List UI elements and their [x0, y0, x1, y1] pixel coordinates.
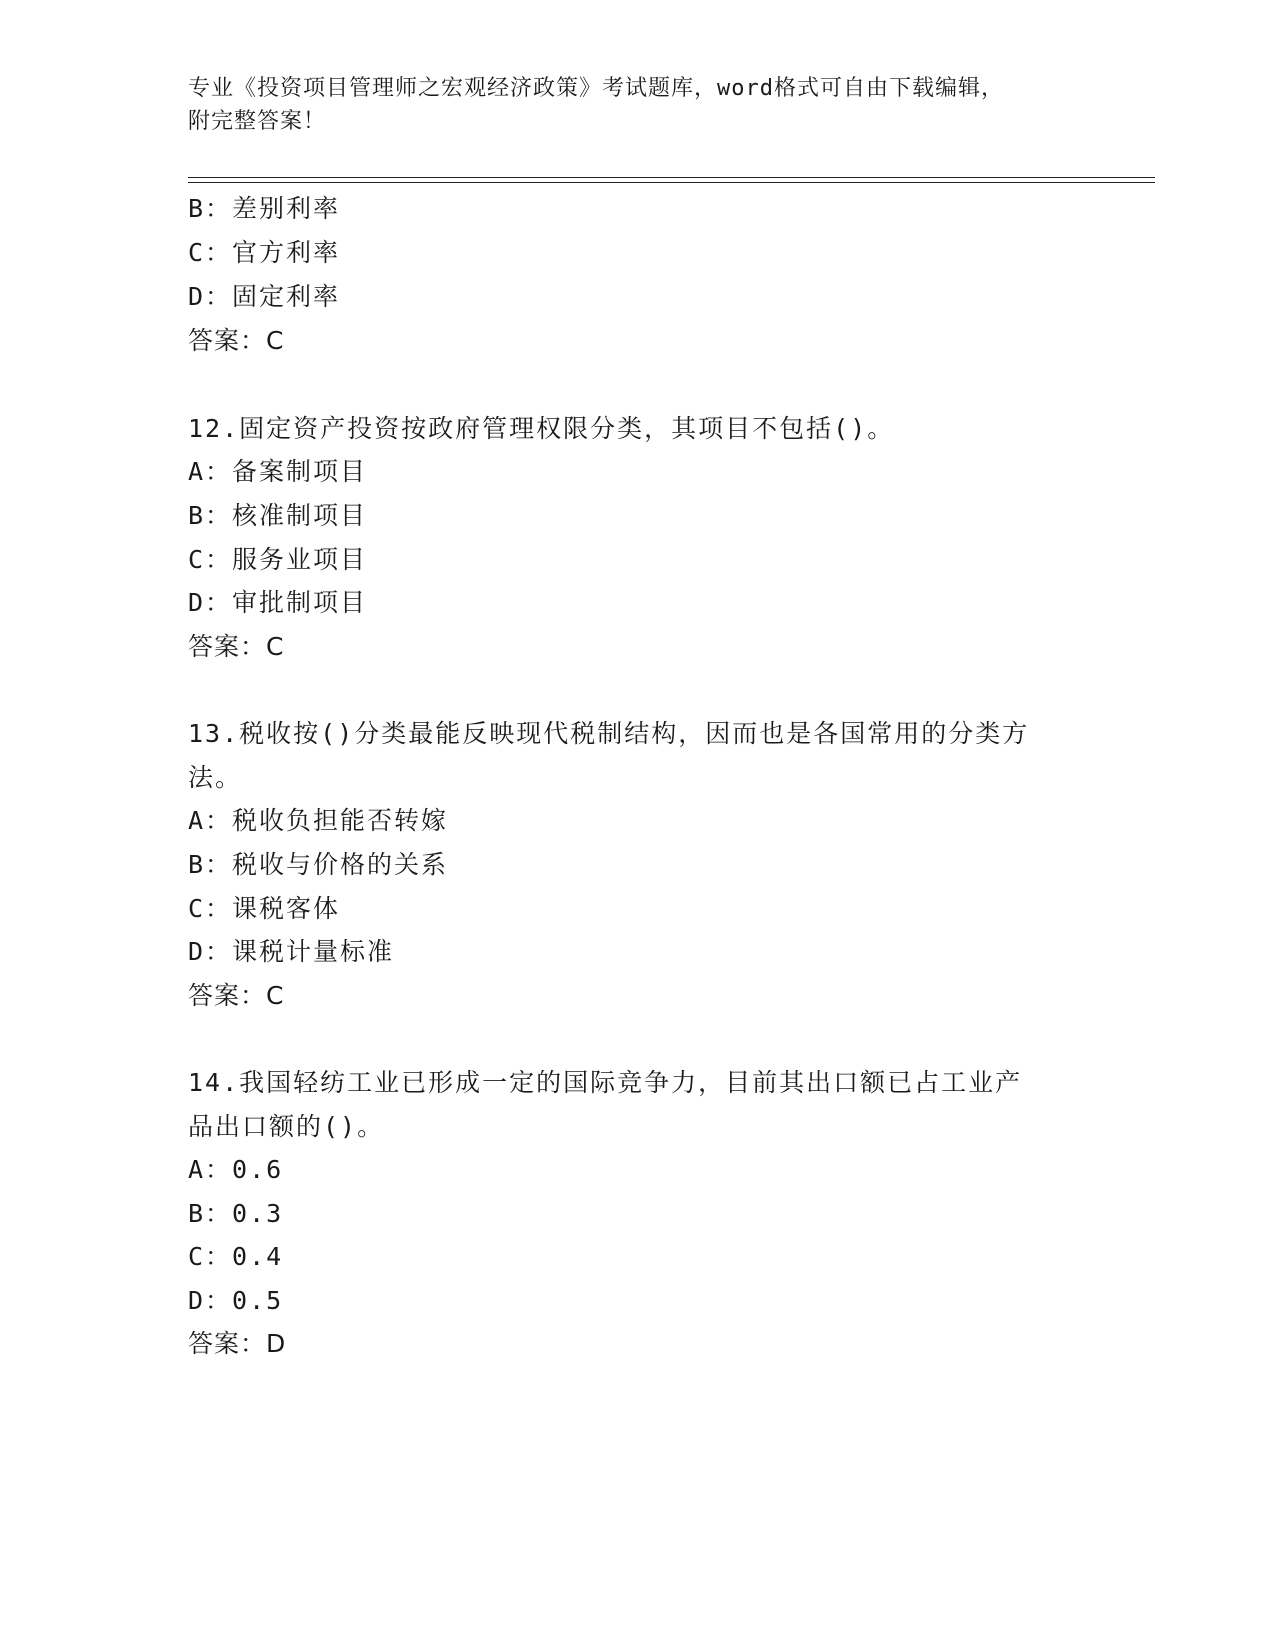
header-divider-top [188, 177, 1155, 178]
q11-option-d: D：固定利率 [188, 282, 341, 311]
q11-option-b: B：差别利率 [188, 194, 341, 223]
q14-option-d: D：0.5 [188, 1286, 284, 1315]
q12-question: 12.固定资产投资按政府管理权限分类，其项目不包括()。 [188, 414, 895, 443]
q12-option-b: B：核准制项目 [188, 501, 368, 530]
q11-option-c: C：官方利率 [188, 238, 341, 267]
q14-option-b: B：0.3 [188, 1199, 284, 1228]
q13-answer: 答案：C [188, 981, 285, 1010]
q12-option-a: A：备案制项目 [188, 457, 368, 486]
q14-question-line-2: 品出口额的()。 [188, 1112, 385, 1141]
q12-answer: 答案：C [188, 632, 285, 661]
q13-question-line-2: 法。 [188, 763, 243, 792]
q13-option-a: A：税收负担能否转嫁 [188, 806, 449, 835]
document-header [188, 72, 1088, 138]
q13-option-b: B：税收与价格的关系 [188, 850, 449, 879]
q14-option-a: A：0.6 [188, 1155, 284, 1184]
q13-option-d: D：课税计量标准 [188, 937, 395, 966]
header-line-1: 专业《投资项目管理师之宏观经济政策》考试题库，word格式可自由下载编辑， [188, 76, 1004, 101]
q14-option-c: C：0.4 [188, 1242, 284, 1271]
header-divider-bottom [188, 182, 1155, 183]
q14-answer: 答案：D [188, 1329, 287, 1358]
q13-question-line-1: 13.税收按()分类最能反映现代税制结构，因而也是各国常用的分类方 [188, 719, 1030, 748]
q12-option-c: C：服务业项目 [188, 545, 368, 574]
q14-question-line-1: 14.我国轻纺工业已形成一定的国际竞争力，目前其出口额已占工业产 [188, 1068, 1023, 1097]
q13-option-c: C：课税客体 [188, 894, 341, 923]
q11-answer: 答案：C [188, 326, 285, 355]
q12-option-d: D：审批制项目 [188, 588, 368, 617]
header-line-2: 附完整答案！ [188, 109, 327, 134]
